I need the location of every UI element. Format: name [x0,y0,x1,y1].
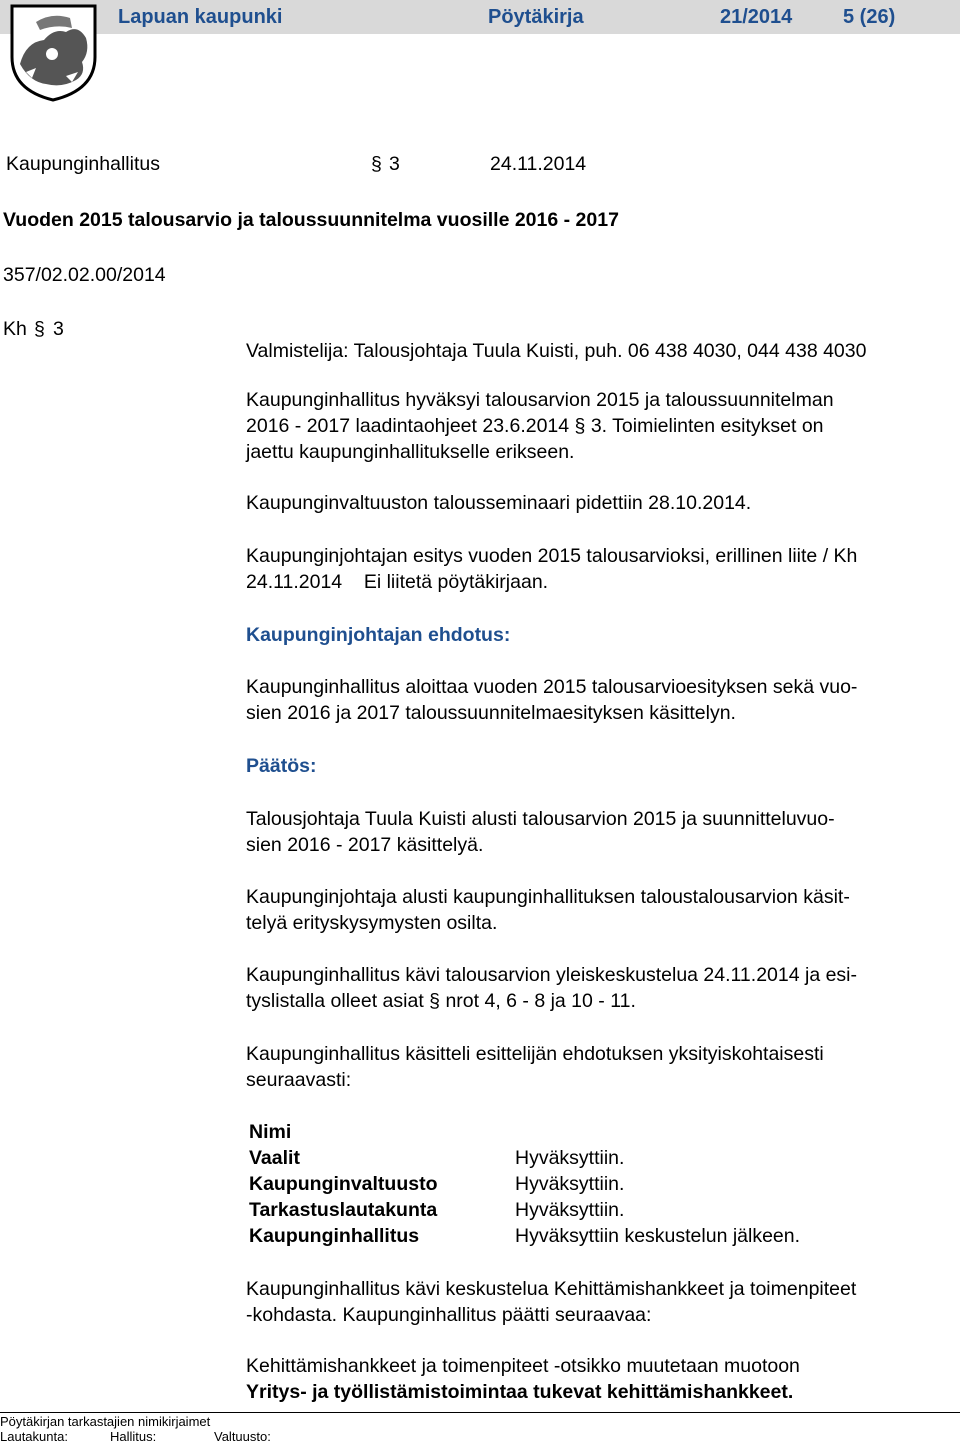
header-number: 21/2014 [720,6,793,28]
decision2-line2: telyä erityskysymysten osilta. [246,912,498,934]
ref-number: 357/02.02.00/2014 [3,264,166,286]
proposal-line2: sien 2016 ja 2017 taloussuunnitelmaesityksen käsittelyn. [246,702,736,724]
kh-number: 3 [53,318,64,340]
item-title: Vuoden 2015 talousarvio ja taloussuunnitelma vuosille 2016 - 2017 [3,209,619,231]
coat-of-arms-logo [6,2,101,102]
header-org: Lapuan kaupunki [118,6,283,28]
table-row-result: Hyväksyttiin. [515,1199,625,1221]
decision-heading: Päätös: [246,755,317,777]
preparer-line: Valmistelija: Talousjohtaja Tuula Kuisti, puh. 06 438 4030, 044 438 4030 [246,340,867,362]
section-no: 3 [389,153,400,175]
section-mark: § [574,415,586,437]
decision3-line2-b: nrot 4, 6 - 8 ja 10 - 11. [445,990,636,1012]
decision3-line2 [246,988,636,1014]
para3-line2: 24.11.2014 Ei liitetä pöytäkirjaan. [246,571,549,593]
decision3-line2-a: tyslistalla olleet asiat [246,990,424,1012]
header-doc-type: Pöytäkirja [488,6,584,28]
decision3-line1: Kaupunginhallitus kävi talousarvion yleiskeskustelua 24.11.2014 ja esi- [246,964,858,986]
table-row-name: Kaupunginhallitus [249,1225,420,1247]
decision6-line1: Kehittämishankkeet ja toimenpiteet -otsikko muutetaan muotoon [246,1355,800,1377]
proposal-line1: Kaupunginhallitus aloittaa vuoden 2015 talousarvioesityksen sekä vuo- [246,676,858,698]
table-row-name: Kaupunginvaltuusto [249,1173,438,1195]
footer-lautakunta: Lautakunta: [0,1429,68,1444]
para1-line1: Kaupunginhallitus hyväksyi talousarvion 2015 ja taloussuunnitelman [246,389,834,411]
decision6-line2: Yritys- ja työllistämistoimintaa tukevat kehittämishankkeet. [246,1381,794,1403]
para1-line2-b: 3. Toimielinten esitykset on [590,415,824,437]
proposal-heading: Kaupunginjohtajan ehdotus: [246,624,511,646]
para2: Kaupunginvaltuuston talousseminaari pidettiin 28.10.2014. [246,492,752,514]
decision4-line2: seuraavasti: [246,1069,352,1091]
table-row-result: Hyväksyttiin keskustelun jälkeen. [515,1225,801,1247]
table-row-name: Vaalit [249,1147,300,1169]
decision4-line1: Kaupunginhallitus käsitteli esittelijän ehdotuksen yksityiskohtaisesti [246,1043,824,1065]
para1-line2 [246,413,824,439]
para1-line2-a: 2016 - 2017 laadintaohjeet 23.6.2014 [246,415,570,437]
decision1-line1: Talousjohtaja Tuula Kuisti alusti talousarvion 2015 ja suunnitteluvuo- [246,808,835,830]
table-row-name: Tarkastuslautakunta [249,1199,438,1221]
decision5-line1: Kaupunginhallitus kävi keskustelua Kehittämishankkeet ja toimenpiteet [246,1278,857,1300]
table-header-name: Nimi [249,1121,292,1143]
footer-divider [0,1412,960,1413]
decision1-line2: sien 2016 - 2017 käsittelyä. [246,834,484,856]
kh-section-mark: § [34,318,45,340]
table-row-result: Hyväksyttiin. [515,1173,625,1195]
table-row-result: Hyväksyttiin. [515,1147,625,1169]
decision5-line2: -kohdasta. Kaupunginhallitus päätti seuraavaa: [246,1304,652,1326]
meeting-date: 24.11.2014 [490,153,587,175]
para1-line3: jaettu kaupunginhallitukselle erikseen. [246,441,575,463]
section-mark: § [429,990,441,1012]
header-page: 5 (26) [843,6,896,28]
footer-sign-label: Pöytäkirjan tarkastajien nimikirjaimet [0,1414,211,1429]
section-mark: § [371,153,382,175]
footer-valtuusto: Valtuusto: [214,1429,271,1444]
para3-line1: Kaupunginjohtajan esitys vuoden 2015 talousarvioksi, erillinen liite / Kh [246,545,858,567]
kh-label: Kh [3,318,27,340]
footer-hallitus: Hallitus: [110,1429,157,1444]
meta-body: Kaupunginhallitus [6,153,160,175]
decision2-line1: Kaupunginjohtaja alusti kaupunginhallituksen taloustalousarvion käsit- [246,886,850,908]
